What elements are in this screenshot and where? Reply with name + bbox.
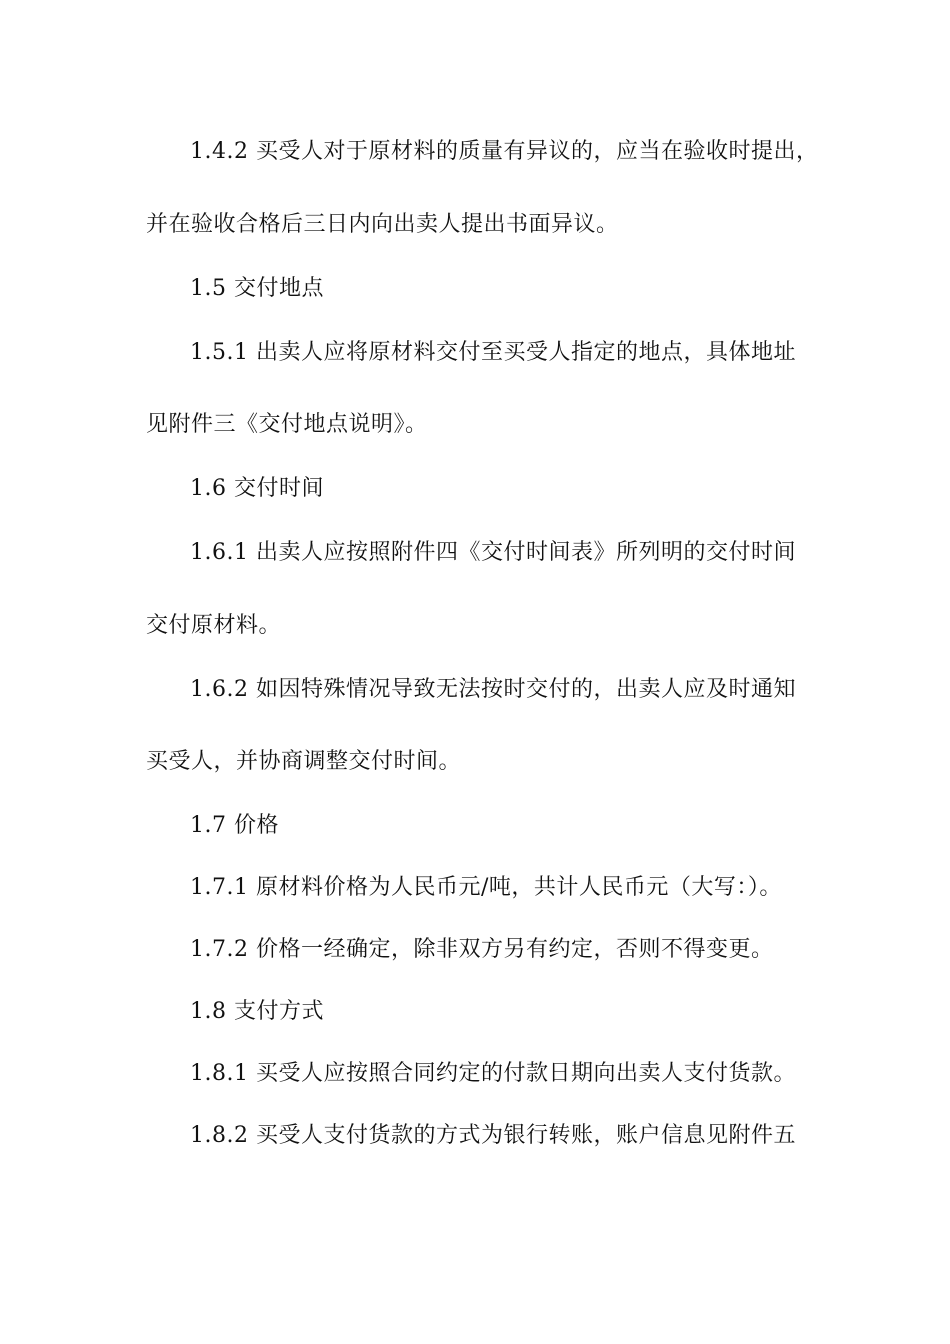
clause-1-5-1-line-2: 见附件三《交付地点说明》。 bbox=[146, 412, 428, 437]
clause-1-8-1: 1.8.1 买受人应按照合同约定的付款日期向出卖人支付货款。 bbox=[190, 1061, 796, 1086]
section-1-7-heading: 1.7 价格 bbox=[190, 813, 279, 838]
clause-1-5-1-line-1: 1.5.1 出卖人应将原材料交付至买受人指定的地点，具体地址 bbox=[190, 340, 796, 365]
clause-1-6-2-line-2: 买受人，并协商调整交付时间。 bbox=[146, 749, 462, 774]
section-1-6-heading: 1.6 交付时间 bbox=[190, 476, 324, 501]
clause-1-7-1: 1.7.1 原材料价格为人民币元/吨，共计人民币元（大写：）。 bbox=[190, 875, 782, 900]
clause-1-6-1-line-2: 交付原材料。 bbox=[146, 613, 282, 638]
clause-1-4-2-line-2: 并在验收合格后三日内向出卖人提出书面异议。 bbox=[146, 212, 619, 237]
clause-1-6-2-line-1: 1.6.2 如因特殊情况导致无法按时交付的，出卖人应及时通知 bbox=[190, 677, 796, 702]
section-1-5-heading: 1.5 交付地点 bbox=[190, 276, 324, 301]
clause-1-6-1-line-1: 1.6.1 出卖人应按照附件四《交付时间表》所列明的交付时间 bbox=[190, 540, 796, 565]
clause-1-7-2: 1.7.2 价格一经确定，除非双方另有约定，否则不得变更。 bbox=[190, 937, 774, 962]
clause-1-8-2-line-1: 1.8.2 买受人支付货款的方式为银行转账，账户信息见附件五 bbox=[190, 1123, 796, 1148]
clause-1-4-2-line-1: 1.4.2 买受人对于原材料的质量有异议的，应当在验收时提出， bbox=[190, 139, 819, 164]
section-1-8-heading: 1.8 支付方式 bbox=[190, 999, 324, 1024]
